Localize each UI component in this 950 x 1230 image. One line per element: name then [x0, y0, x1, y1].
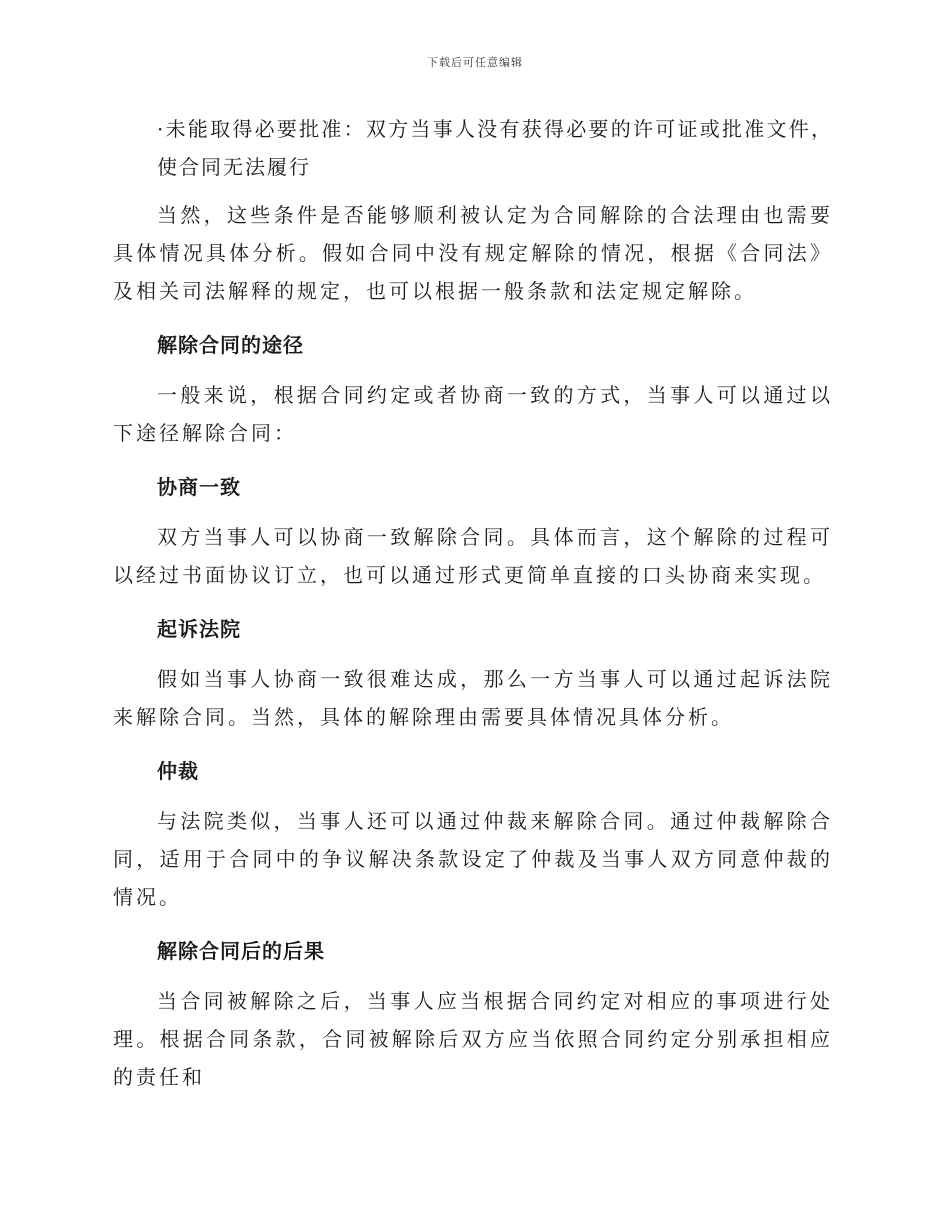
- heading-negotiation: 协商一致: [157, 475, 241, 499]
- paragraph-ways: 一般来说，根据合同约定或者协商一致的方式，当事人可以通过以下途径解除合同：: [113, 383, 833, 445]
- heading-consequences: 解除合同后的后果: [157, 939, 325, 963]
- heading-court: 起诉法院: [157, 617, 241, 641]
- paragraph-arbitration: 与法院类似，当事人还可以通过仲裁来解除合同。通过仲裁解除合同，适用于合同中的争议解决条款设定了仲裁及当事人双方同意仲裁的情况。: [113, 809, 833, 909]
- paragraph-negotiation: 双方当事人可以协商一致解除合同。具体而言，这个解除的过程可以经过书面协议订立，也可以通过形式更简单直接的口头协商来实现。: [113, 525, 833, 587]
- paragraph-court: 假如当事人协商一致很难达成，那么一方当事人可以通过起诉法院来解除合同。当然，具体的解除理由需要具体情况具体分析。: [113, 667, 833, 729]
- paragraph-consequences: 当合同被解除之后，当事人应当根据合同约定对相应的事项进行处理。根据合同条款，合同被解除后双方应当依照合同约定分别承担相应的责任和: [113, 989, 833, 1089]
- document-body: [113, 110, 833, 1112]
- bullet-paragraph-approval: ·未能取得必要批准：双方当事人没有获得必要的许可证或批准文件，使合同无法履行: [157, 117, 833, 179]
- paragraph-conditions: 当然，这些条件是否能够顺利被认定为合同解除的合法理由也需要具体情况具体分析。假如合同中没有规定解除的情况，根据《合同法》及相关司法解释的规定，也可以根据一般条款和法定规定解除。: [113, 203, 833, 303]
- heading-arbitration: 仲裁: [157, 759, 199, 783]
- heading-ways-to-terminate: 解除合同的途径: [157, 333, 304, 357]
- page-header: 下载后可任意编辑: [427, 56, 523, 69]
